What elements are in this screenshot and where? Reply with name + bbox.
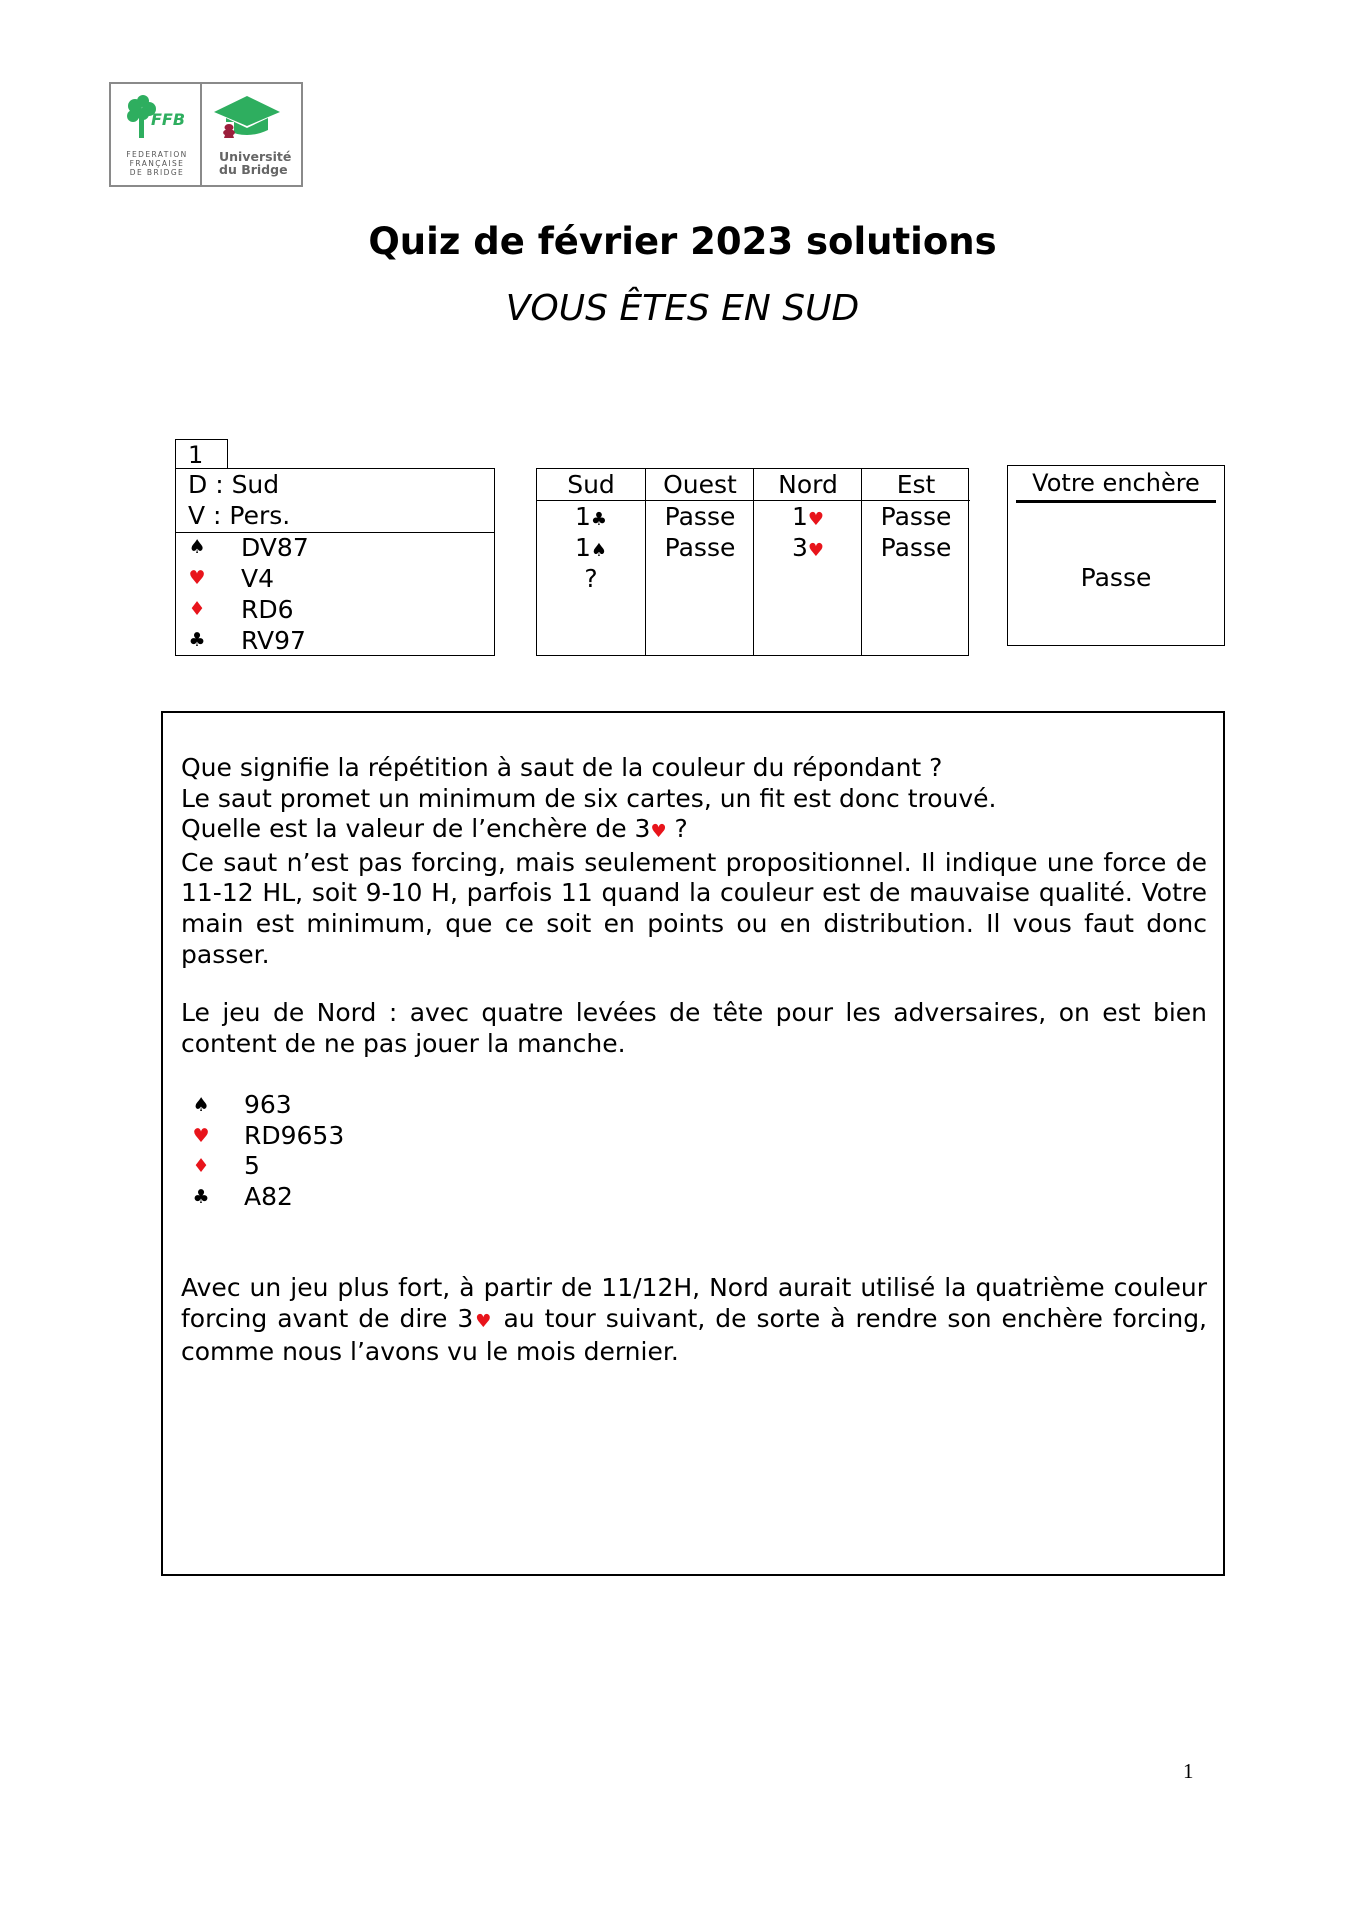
club-icon: ♣ — [590, 509, 608, 530]
votre-enchere-value: Passe — [1080, 563, 1152, 592]
page-subtitle: VOUS ÊTES EN SUD — [505, 288, 860, 329]
heart-icon: ♥ — [192, 1125, 210, 1147]
auction-bid: Passe — [880, 533, 952, 562]
solution-paragraph-3: Avec un jeu plus fort, à partir de 11/12H, Nord aurait utilisé la quatrième couleur forcing avant de dire 3♥ au tour suivant, de sorte à rendre son enchère forcing, comme nous l’avons vu le mois dernier. — [181, 1273, 1208, 1367]
answer-2: Ce saut n’est pas forcing, mais seulement propositionnel. Il indique une force de 11-12 HL, soit 9-10 H, parfois 11 quand la couleur est de mauvaise qualité. Votre main est minimum, que ce soit en points ou en distribution. Il vous faut donc passer. — [181, 847, 1207, 969]
spade-icon: ♠ — [192, 1094, 210, 1116]
south-hand-box — [175, 468, 495, 656]
heart-icon: ♥ — [188, 567, 206, 589]
diamond-icon: ♦ — [192, 1155, 210, 1177]
universite-text: Université du Bridge — [219, 149, 292, 177]
auction-table — [536, 468, 969, 656]
votre-enchere-header: Votre enchère — [1016, 466, 1216, 503]
spade-icon: ♠ — [188, 536, 206, 558]
answer-1: Le saut promet un minimum de six cartes, un fit est donc trouvé. — [181, 783, 997, 813]
spade-cards: DV87 — [241, 533, 309, 562]
auction-bid: 3♥ — [791, 533, 825, 562]
question-1: Que signifie la répétition à saut de la couleur du répondant ? — [181, 753, 943, 782]
graduation-cap-icon — [212, 94, 282, 144]
votre-enchere-box — [1007, 465, 1225, 646]
auction-header: Nord — [754, 469, 862, 501]
ffb-text: FFB — [151, 110, 186, 129]
solution-paragraph-1 — [181, 753, 1207, 970]
heart-icon: ♥ — [807, 540, 825, 561]
federation-text: FEDERATION FRANÇAISE DE BRIDGE — [126, 150, 188, 177]
auction-header: Est — [862, 469, 970, 501]
ffb-logo — [109, 82, 303, 187]
auction-bid: Passe — [664, 502, 736, 531]
page-number: 1 — [1183, 1759, 1194, 1783]
auction-col-sud — [537, 469, 645, 655]
auction-bid: 1♥ — [791, 502, 825, 531]
logo-divider — [200, 84, 202, 185]
deal-number: 1 — [175, 439, 228, 469]
heart-icon: ♥ — [807, 509, 825, 530]
auction-header: Ouest — [646, 469, 754, 501]
north-spade-cards: 963 — [244, 1090, 292, 1119]
question-2: Quelle est la valeur de l’enchère de 3♥ ? — [181, 814, 688, 844]
auction-bid: 1♣ — [574, 502, 608, 531]
north-diamond-cards: 5 — [244, 1151, 260, 1180]
auction-bid: 1♠ — [574, 533, 608, 562]
auction-col-est — [861, 469, 970, 655]
page-title: Quiz de février 2023 solutions — [368, 220, 997, 263]
heart-icon: ♥ — [473, 1310, 494, 1332]
heart-icon: ♥ — [650, 821, 667, 843]
solution-paragraph-2: Le jeu de Nord : avec quatre levées de tête pour les adversaires, on est bien content de ne pas jouer la manche. — [181, 998, 1207, 1058]
solution-box — [161, 711, 1225, 1576]
heart-cards: V4 — [241, 564, 275, 593]
diamond-cards: RD6 — [241, 595, 294, 624]
auction-header: Sud — [537, 469, 645, 501]
club-icon: ♣ — [192, 1186, 210, 1208]
auction-bid: Passe — [880, 502, 952, 531]
north-club-cards: A82 — [244, 1182, 293, 1211]
auction-bid: Passe — [664, 533, 736, 562]
spade-icon: ♠ — [590, 540, 608, 561]
dealer: D : Sud — [188, 470, 280, 499]
vulnerability: V : Pers. — [188, 501, 291, 530]
north-heart-cards: RD9653 — [244, 1121, 345, 1150]
club-cards: RV97 — [241, 626, 306, 655]
diamond-icon: ♦ — [188, 598, 206, 620]
auction-col-ouest — [645, 469, 754, 655]
deal-info — [176, 469, 494, 533]
club-icon: ♣ — [188, 629, 206, 651]
auction-bid: ? — [584, 564, 598, 593]
auction-col-nord — [753, 469, 862, 655]
ffb-tree-icon — [121, 92, 191, 147]
